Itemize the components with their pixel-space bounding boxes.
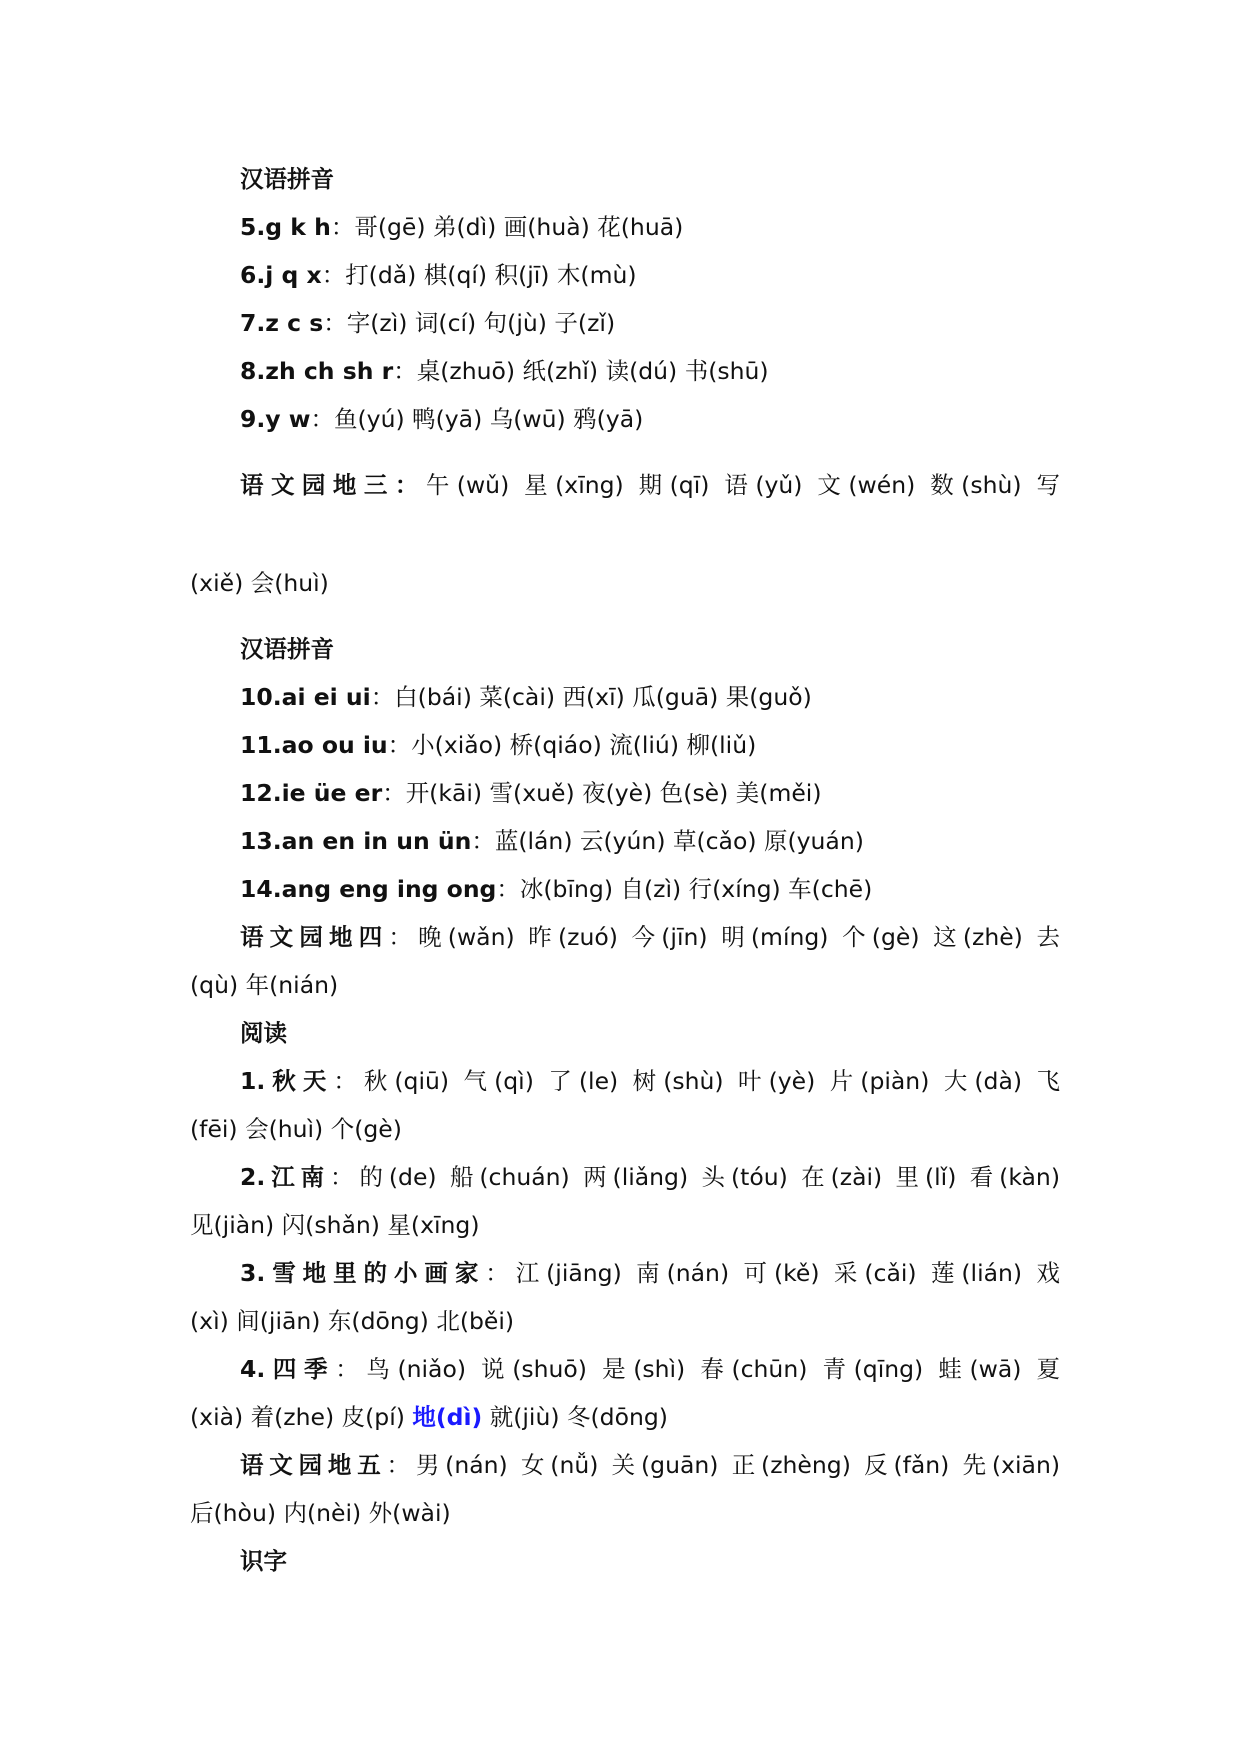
pinyin-row bbox=[190, 817, 1060, 865]
pinyin-row bbox=[190, 251, 1060, 299]
garden4-line2: (qù) 年(nián) bbox=[190, 971, 339, 999]
reading-item-line1 bbox=[190, 1057, 1060, 1105]
reading-item-line1 bbox=[190, 1249, 1060, 1297]
reading-item-content: 江(jiāng) 南(nán) 可(kě) 采(cǎi) 莲(lián) 戏 bbox=[515, 1259, 1060, 1287]
row-sep: ： bbox=[382, 779, 406, 807]
garden4-label: 语文园地四 bbox=[240, 923, 389, 951]
row-content: 开(kāi) 雪(xuě) 夜(yè) 色(sè) 美(měi) bbox=[405, 779, 822, 807]
reading-item-line2: 见(jiàn) 闪(shǎn) 星(xīng) bbox=[190, 1211, 480, 1239]
reading-item-sep: ： bbox=[333, 1067, 364, 1095]
reading-item-label: 1.秋天 bbox=[240, 1067, 334, 1095]
row-content: 白(bái) 菜(cài) 西(xī) 瓜(guā) 果(guǒ) bbox=[394, 683, 812, 711]
garden3-content: 午(wǔ) 星(xīng) 期(qī) 语(yǔ) 文(wén) 数(shù) 写 bbox=[425, 471, 1060, 499]
reading-item-label: 4.四季 bbox=[240, 1355, 336, 1383]
row-label: 13.an en in un ün bbox=[240, 827, 472, 855]
pinyin-row bbox=[190, 347, 1060, 395]
document-page bbox=[190, 155, 1060, 1585]
section-title-pinyin-2: 汉语拼音 bbox=[240, 635, 334, 663]
reading-item-sep: ： bbox=[330, 1163, 360, 1191]
reading-item-line2 bbox=[190, 1393, 1060, 1441]
garden3-label: 语文园地三： bbox=[240, 471, 426, 499]
garden4-line1 bbox=[190, 913, 1060, 961]
spacer bbox=[190, 443, 1060, 461]
garden4-content: 晚(wǎn) 昨(zuó) 今(jīn) 明(míng) 个(gè) 这(zhè) 去 bbox=[418, 923, 1061, 951]
section-title-pinyin-1: 汉语拼音 bbox=[240, 165, 334, 193]
spacer bbox=[190, 607, 1060, 625]
row-content: 小(xiǎo) 桥(qiáo) 流(liú) 柳(liǔ) bbox=[411, 731, 757, 759]
reading-item-content: 鸟(niǎo) 说(shuō) 是(shì) 春(chūn) 青(qīng) 蛙(wā) 夏 bbox=[366, 1355, 1061, 1383]
reading-item-line1 bbox=[190, 1153, 1060, 1201]
row-sep: ： bbox=[393, 357, 417, 385]
highlighted-word: 地(dì) bbox=[412, 1403, 483, 1431]
pinyin-row bbox=[190, 673, 1060, 721]
garden3-line1 bbox=[190, 461, 1060, 509]
garden5-line2: 后(hòu) 内(nèi) 外(wài) bbox=[190, 1499, 451, 1527]
pinyin-row bbox=[190, 395, 1060, 443]
row-sep: ： bbox=[370, 683, 395, 711]
reading-item-line2: (xì) 间(jiān) 东(dōng) 北(běi) bbox=[190, 1307, 515, 1335]
row-content: 哥(gē) 弟(dì) 画(huà) 花(huā) bbox=[354, 213, 684, 241]
row-content: 桌(zhuō) 纸(zhǐ) 读(dú) 书(shū) bbox=[416, 357, 769, 385]
row-sep: ： bbox=[323, 309, 347, 337]
row-sep: ： bbox=[321, 261, 346, 289]
row-content: 打(dǎ) 棋(qí) 积(jī) 木(mù) bbox=[345, 261, 637, 289]
row-sep: ： bbox=[330, 213, 355, 241]
row-label: 14.ang eng ing ong bbox=[240, 875, 497, 903]
reading-item-sep: ： bbox=[335, 1355, 367, 1383]
row-label: 12.ie üe er bbox=[240, 779, 383, 807]
section-title-literacy: 识字 bbox=[240, 1547, 287, 1575]
row-content: 冰(bīng) 自(zì) 行(xíng) 车(chē) bbox=[519, 875, 873, 903]
row-label: 6.j q x bbox=[240, 261, 322, 289]
reading-item-content: 的(de) 船(chuán) 两(liǎng) 头(tóu) 在(zài) 里(lǐ) 看(kàn) bbox=[359, 1163, 1060, 1191]
row-label: 7.z c s bbox=[240, 309, 324, 337]
row-sep: ： bbox=[496, 875, 520, 903]
reading-item-content: (xià) 着(zhe) 皮(pí) bbox=[190, 1403, 413, 1431]
row-content: 字(zì) 词(cí) 句(jù) 子(zǐ) bbox=[346, 309, 616, 337]
pinyin-row bbox=[190, 721, 1060, 769]
row-label: 8.zh ch sh r bbox=[240, 357, 394, 385]
garden3-line2: (xiě) 会(huì) bbox=[190, 569, 329, 597]
garden5-label: 语文园地五 bbox=[240, 1451, 387, 1479]
garden5-line1 bbox=[190, 1441, 1060, 1489]
row-sep: ： bbox=[471, 827, 495, 855]
garden4-sep: ： bbox=[388, 923, 419, 951]
reading-item-label: 2.江南 bbox=[240, 1163, 331, 1191]
reading-item-line2: (fēi) 会(huì) 个(gè) bbox=[190, 1115, 402, 1143]
pinyin-row bbox=[190, 865, 1060, 913]
pinyin-row bbox=[190, 769, 1060, 817]
row-content: 鱼(yú) 鸭(yā) 乌(wū) 鸦(yā) bbox=[334, 405, 644, 433]
row-label: 10.ai ei ui bbox=[240, 683, 371, 711]
row-label: 11.ao ou iu bbox=[240, 731, 388, 759]
garden5-content: 男(nán) 女(nǚ) 关(guān) 正(zhèng) 反(fǎn) 先(xiān) bbox=[415, 1451, 1061, 1479]
row-content: 蓝(lán) 云(yún) 草(cǎo) 原(yuán) bbox=[494, 827, 864, 855]
reading-item-content: 就(jiù) 冬(dōng) bbox=[482, 1403, 668, 1431]
spacer bbox=[190, 509, 1060, 559]
reading-item-line1 bbox=[190, 1345, 1060, 1393]
garden5-sep: ： bbox=[386, 1451, 416, 1479]
row-label: 5.g k h bbox=[240, 213, 331, 241]
reading-item-content: 秋(qiū) 气(qì) 了(le) 树(shù) 叶(yè) 片(piàn) 大(dà) 飞 bbox=[363, 1067, 1061, 1095]
reading-item-label: 3.雪地里的小画家 bbox=[240, 1259, 486, 1287]
reading-item-sep: ： bbox=[485, 1259, 516, 1287]
row-sep: ： bbox=[387, 731, 412, 759]
row-sep: ： bbox=[310, 405, 334, 433]
row-label: 9.y w bbox=[240, 405, 311, 433]
pinyin-row bbox=[190, 299, 1060, 347]
section-title-reading: 阅读 bbox=[240, 1019, 287, 1047]
pinyin-row bbox=[190, 203, 1060, 251]
